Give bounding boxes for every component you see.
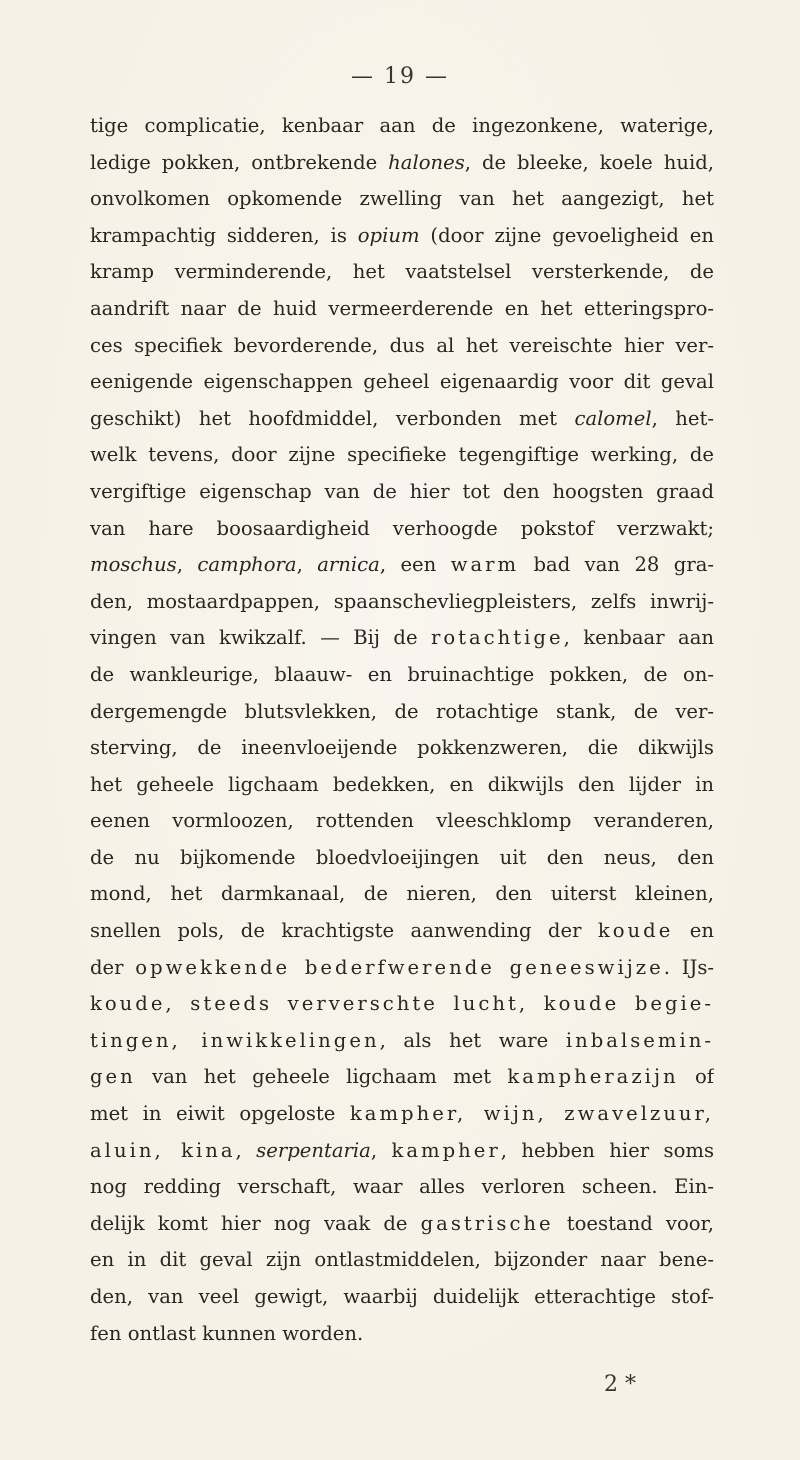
text-segment: , als het ware (379, 1028, 566, 1052)
text-line (90, 876, 714, 913)
text-line (90, 291, 714, 328)
spaced-term: gastrische (420, 1211, 554, 1235)
text-line (90, 511, 714, 548)
text-segment: , een (379, 553, 451, 577)
text-line (90, 1023, 714, 1060)
italic-term: serpentaria (256, 1138, 371, 1162)
spaced-term: aluin, kina (90, 1138, 236, 1162)
text-line (90, 1206, 714, 1243)
text-segment: dergemengde blutsvlekken, de rotachtige stank, de ver- (90, 699, 714, 723)
text-segment: van het geheele ligchaam met (135, 1065, 508, 1089)
text-segment: welk tevens, door zijne specifieke tegengiftige werking, de (90, 443, 714, 467)
text-line (90, 437, 714, 474)
spaced-term: kampher, wijn, zwavelzuur, (349, 1102, 714, 1126)
spaced-term: koude, steeds ververschte lucht, koude begie- (90, 992, 714, 1016)
text-line (90, 584, 714, 621)
text-line (90, 1242, 714, 1279)
text-segment: snellen pols, de krachtigste aanwending der (90, 919, 598, 943)
text-line (90, 364, 714, 401)
text-segment: onvolkomen opkomende zwelling van het aangezigt, het (90, 187, 714, 211)
text-line (90, 694, 714, 731)
text-line (90, 657, 714, 694)
italic-term: camphora (197, 553, 297, 577)
text-segment: , het- (651, 406, 714, 430)
spaced-term: rotachtige (430, 626, 564, 650)
text-segment: mond, het darmkanaal, de nieren, den uiterst kleinen, (90, 882, 714, 906)
text-segment: eenigende eigenschappen geheel eigenaardig voor dit geval (90, 370, 714, 394)
text-segment: . IJs- (663, 955, 714, 979)
text-line (90, 840, 714, 877)
text-segment: vingen van kwikzalf. — Bij de (90, 626, 431, 650)
text-segment: fen ontlast kunnen worden. (90, 1321, 364, 1345)
text-line (90, 803, 714, 840)
spaced-term: koude (597, 919, 674, 943)
text-segment: sterving, de ineenvloeijende pokkenzweren, die dikwijls (90, 736, 714, 760)
text-segment: of (678, 1065, 714, 1089)
page-number: — 19 — (351, 64, 449, 89)
text-segment: van hare boosaardigheid verhoogde pokstof verzwakt; (90, 516, 714, 540)
text-segment: den, van veel gewigt, waarbij duidelijk etterachtige stof- (90, 1285, 714, 1308)
text-line (90, 1169, 714, 1206)
text-line (90, 913, 714, 950)
text-segment: krampachtig sidderen, is (90, 223, 358, 247)
text-line (90, 950, 714, 987)
text-segment: en (673, 919, 714, 943)
text-line (90, 767, 714, 804)
text-segment: en in dit geval zijn ontlastmiddelen, bijzonder naar bene- (90, 1248, 714, 1272)
text-segment: het geheele ligchaam bedekken, en dikwijls den lijder in (90, 772, 714, 796)
spaced-term: inbalsemin- (565, 1028, 714, 1052)
text-line (90, 145, 714, 182)
text-segment: de wankleurige, blaauw- en bruinachtige pokken, de on- (90, 662, 714, 686)
text-segment: ledige pokken, ontbrekende (90, 150, 389, 174)
text-line (90, 730, 714, 767)
text-line (90, 254, 714, 291)
text-segment: bad van 28 gra- (519, 553, 714, 577)
spaced-term: tingen, inwikkelingen (90, 1028, 380, 1052)
spaced-term: kampherazijn (507, 1065, 679, 1089)
text-segment: , de bleeke, koele huid, (464, 150, 714, 174)
text-segment: , (235, 1138, 257, 1162)
text-segment: aandrift naar de huid vermeerderende en het etteringspro- (90, 296, 714, 320)
italic-term: halones (388, 150, 465, 174)
text-line (90, 108, 714, 145)
text-segment: , kenbaar aan (563, 626, 714, 650)
text-segment: tige complicatie, kenbaar aan de ingezonkene, waterige, (90, 114, 714, 137)
text-segment: eenen vormloozen, rottenden vleeschklomp veranderen, (90, 809, 714, 833)
italic-term: calomel (574, 406, 652, 430)
spaced-term: gen (90, 1065, 136, 1089)
text-line (90, 547, 714, 584)
text-segment: , (296, 553, 318, 577)
text-line (90, 1279, 714, 1316)
text-segment: met in eiwit opgeloste (90, 1102, 350, 1126)
signature-mark: 2 * (604, 1372, 636, 1397)
text-segment: , (176, 553, 198, 577)
text-line (90, 1133, 714, 1170)
text-segment: der (90, 955, 136, 979)
text-segment: (door zijne gevoeligheid en (419, 223, 714, 247)
text-segment: , (370, 1138, 392, 1162)
text-segment: nog redding verschaft, waar alles verloren scheen. Ein- (90, 1175, 714, 1199)
spaced-term: warm (450, 553, 520, 577)
text-segment: kramp verminderende, het vaatstelsel versterkende, de (90, 260, 714, 284)
body-text (90, 108, 714, 1352)
text-line (90, 181, 714, 218)
text-line (90, 401, 714, 438)
text-segment: geschikt) het hoofdmiddel, verbonden met (90, 406, 575, 430)
text-line (90, 1096, 714, 1133)
italic-term: opium (357, 223, 420, 247)
italic-term: moschus (90, 553, 177, 577)
italic-term: arnica (317, 553, 380, 577)
text-line (90, 328, 714, 365)
text-line (90, 1059, 714, 1096)
spaced-term: kampher (391, 1138, 501, 1162)
text-segment: ces specifiek bevorderende, dus al het vereischte hier ver- (90, 333, 714, 357)
text-segment: vergiftige eigenschap van de hier tot den hoogsten graad (90, 479, 714, 503)
text-line (90, 986, 714, 1023)
text-segment: , hebben hier soms (500, 1138, 714, 1162)
spaced-term: opwekkende bederfwerende geneeswijze (135, 955, 664, 979)
text-line (90, 218, 714, 255)
text-line (90, 1316, 714, 1353)
text-segment: toestand voor, (553, 1211, 714, 1235)
text-line (90, 620, 714, 657)
text-segment: den, mostaardpappen, spaanschevliegpleisters, zelfs inwrij- (90, 589, 714, 613)
text-segment: delijk komt hier nog vaak de (90, 1211, 421, 1235)
text-line (90, 474, 714, 511)
text-segment: de nu bijkomende bloedvloeijingen uit den neus, den (90, 845, 714, 869)
